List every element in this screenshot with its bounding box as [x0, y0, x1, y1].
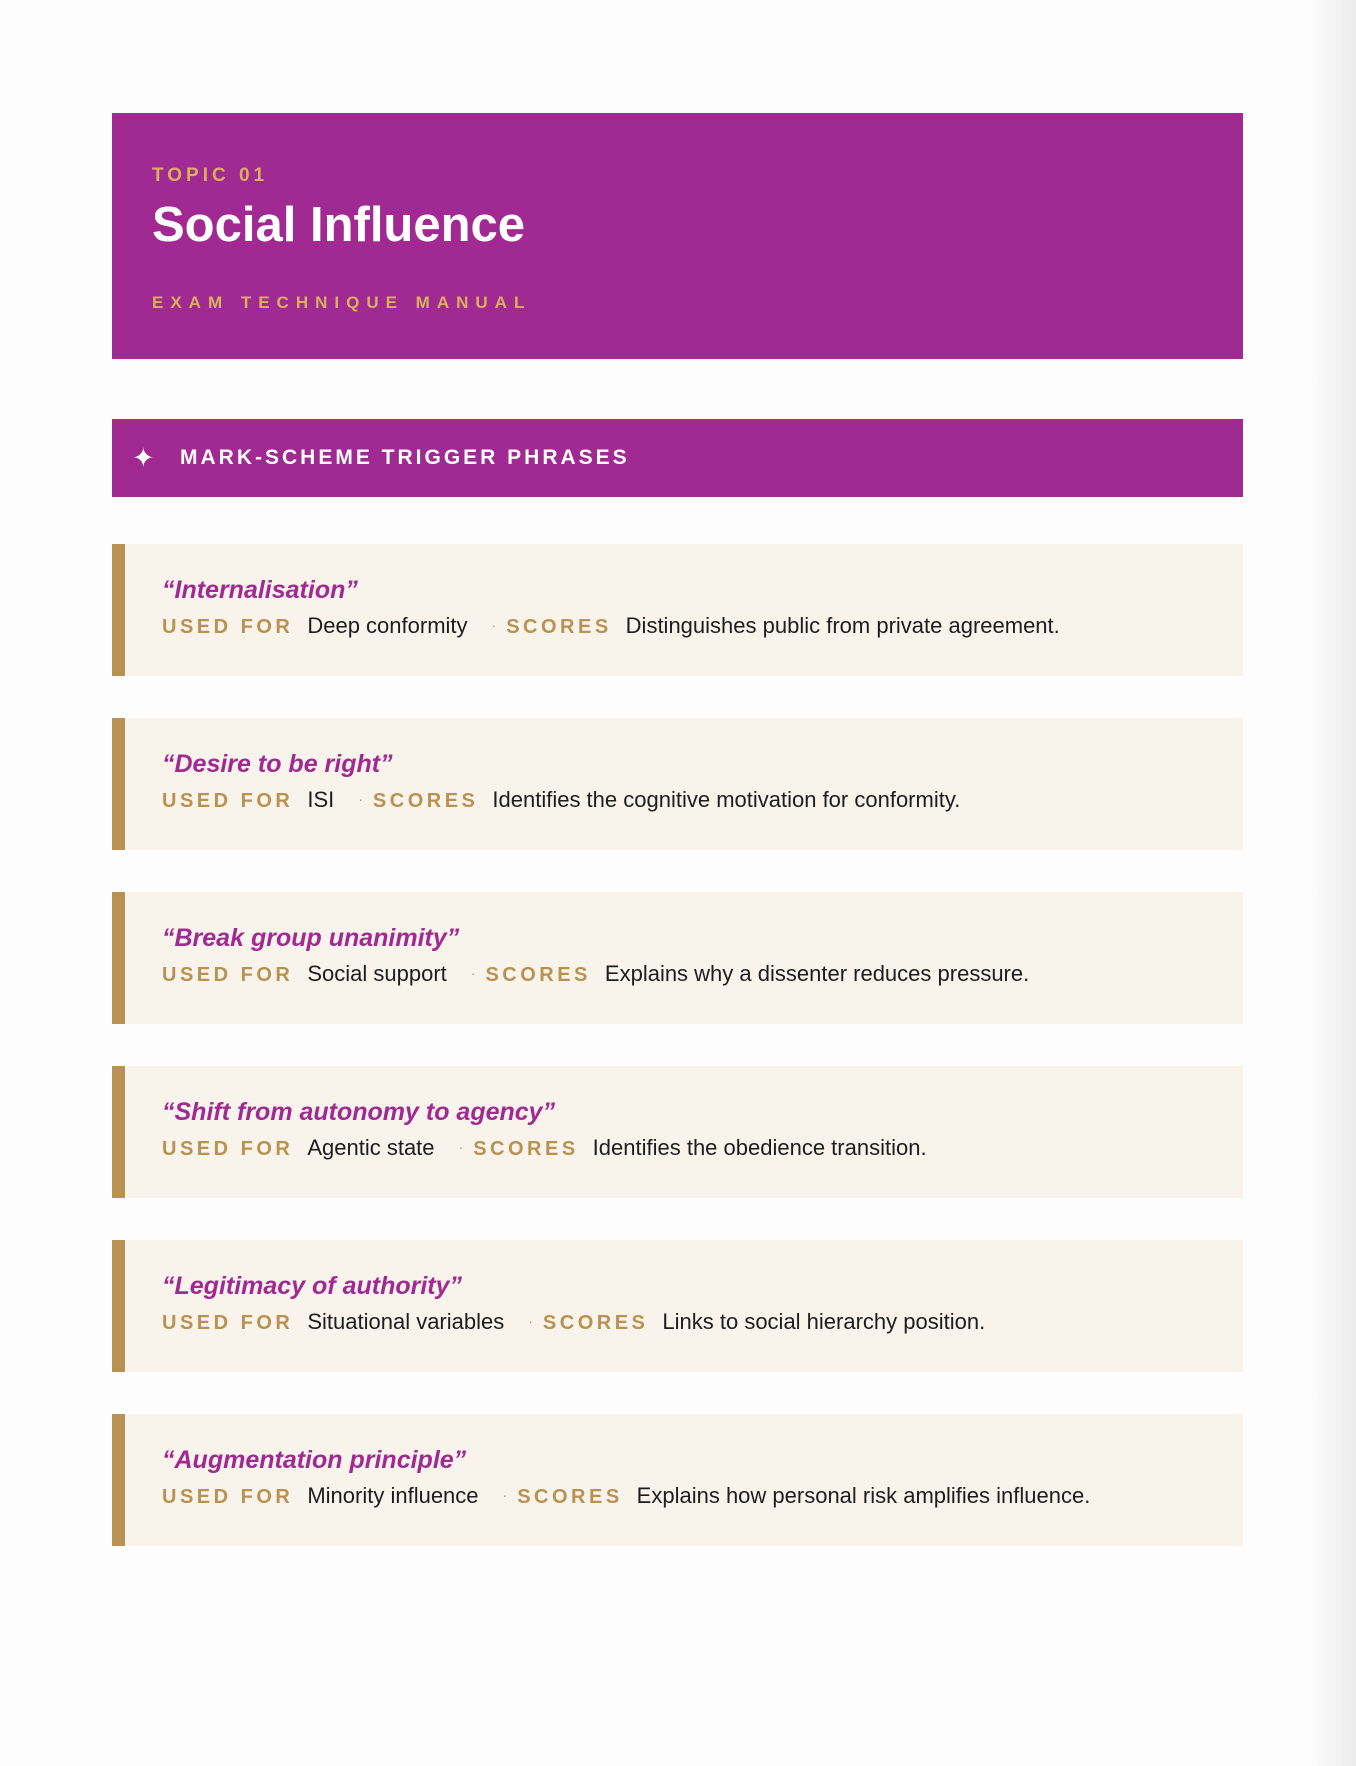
separator-dot: ·: [358, 791, 363, 807]
used-for-label: USED FOR: [162, 964, 294, 986]
scores-label: SCORES: [517, 1486, 623, 1508]
scores-label: SCORES: [542, 1312, 649, 1334]
separator-dot: ·: [470, 965, 476, 981]
scores-label: SCORES: [485, 964, 591, 986]
used-for-value: Minority influence: [307, 1483, 479, 1508]
scores-value: Identifies the cognitive motivation for conformity.: [492, 787, 961, 812]
used-for-value: Agentic state: [307, 1135, 435, 1160]
scores-value: Explains how personal risk amplifies influence.: [636, 1483, 1091, 1508]
phrase-details: [162, 1308, 985, 1338]
used-for-value: ISI: [307, 787, 335, 812]
scores-label: SCORES: [372, 790, 479, 812]
topic-label: TOPIC 01: [152, 165, 269, 186]
phrase-details: [162, 786, 960, 816]
section-title: MARK-SCHEME TRIGGER PHRASES: [180, 446, 630, 469]
used-for-label: USED FOR: [162, 1312, 294, 1334]
phrase-details: [162, 960, 1029, 990]
card-accent-stripe: [112, 1066, 125, 1198]
scores-value: Identifies the obedience transition.: [592, 1135, 927, 1160]
trigger-phrase: “Shift from autonomy to agency”: [162, 1098, 556, 1126]
phrase-card: [112, 1066, 1243, 1198]
used-for-value: Situational variables: [307, 1309, 505, 1334]
phrase-card: [112, 718, 1243, 850]
phrase-card: [112, 544, 1243, 676]
phrase-details: [162, 1482, 1090, 1512]
used-for-value: Social support: [307, 961, 447, 986]
phrase-card: [112, 892, 1243, 1024]
sparkle-icon: ✦: [132, 443, 155, 473]
phrase-details: [162, 612, 1060, 642]
card-accent-stripe: [112, 544, 125, 676]
used-for-value: Deep conformity: [307, 613, 468, 638]
separator-dot: ·: [458, 1139, 464, 1155]
used-for-label: USED FOR: [162, 616, 294, 638]
page-edge-shadow: [1306, 0, 1356, 1766]
phrase-details: [162, 1134, 927, 1164]
card-accent-stripe: [112, 892, 125, 1024]
separator-dot: ·: [491, 617, 497, 633]
used-for-label: USED FOR: [162, 1486, 294, 1508]
trigger-phrase: “Desire to be right”: [162, 750, 393, 778]
card-accent-stripe: [112, 1414, 125, 1546]
used-for-label: USED FOR: [162, 790, 294, 812]
trigger-phrase: “Internalisation”: [162, 576, 358, 604]
scores-label: SCORES: [473, 1138, 579, 1160]
trigger-phrase: “Legitimacy of authority”: [162, 1272, 463, 1300]
separator-dot: ·: [502, 1487, 508, 1503]
section-header: [112, 419, 1243, 497]
header-banner: [112, 113, 1243, 359]
scores-label: SCORES: [506, 616, 612, 638]
page-title: Social Influence: [152, 198, 526, 252]
scores-value: Links to social hierarchy position.: [662, 1309, 986, 1334]
phrase-card: [112, 1414, 1243, 1546]
page-subtitle: EXAM TECHNIQUE MANUAL: [152, 293, 532, 312]
scores-value: Distinguishes public from private agreement.: [625, 613, 1060, 638]
trigger-phrase: “Break group unanimity”: [162, 924, 460, 952]
scores-value: Explains why a dissenter reduces pressure.: [604, 961, 1030, 986]
card-accent-stripe: [112, 1240, 125, 1372]
card-accent-stripe: [112, 718, 125, 850]
separator-dot: ·: [528, 1313, 533, 1329]
phrase-card: [112, 1240, 1243, 1372]
trigger-phrase: “Augmentation principle”: [162, 1446, 467, 1474]
used-for-label: USED FOR: [162, 1138, 294, 1160]
